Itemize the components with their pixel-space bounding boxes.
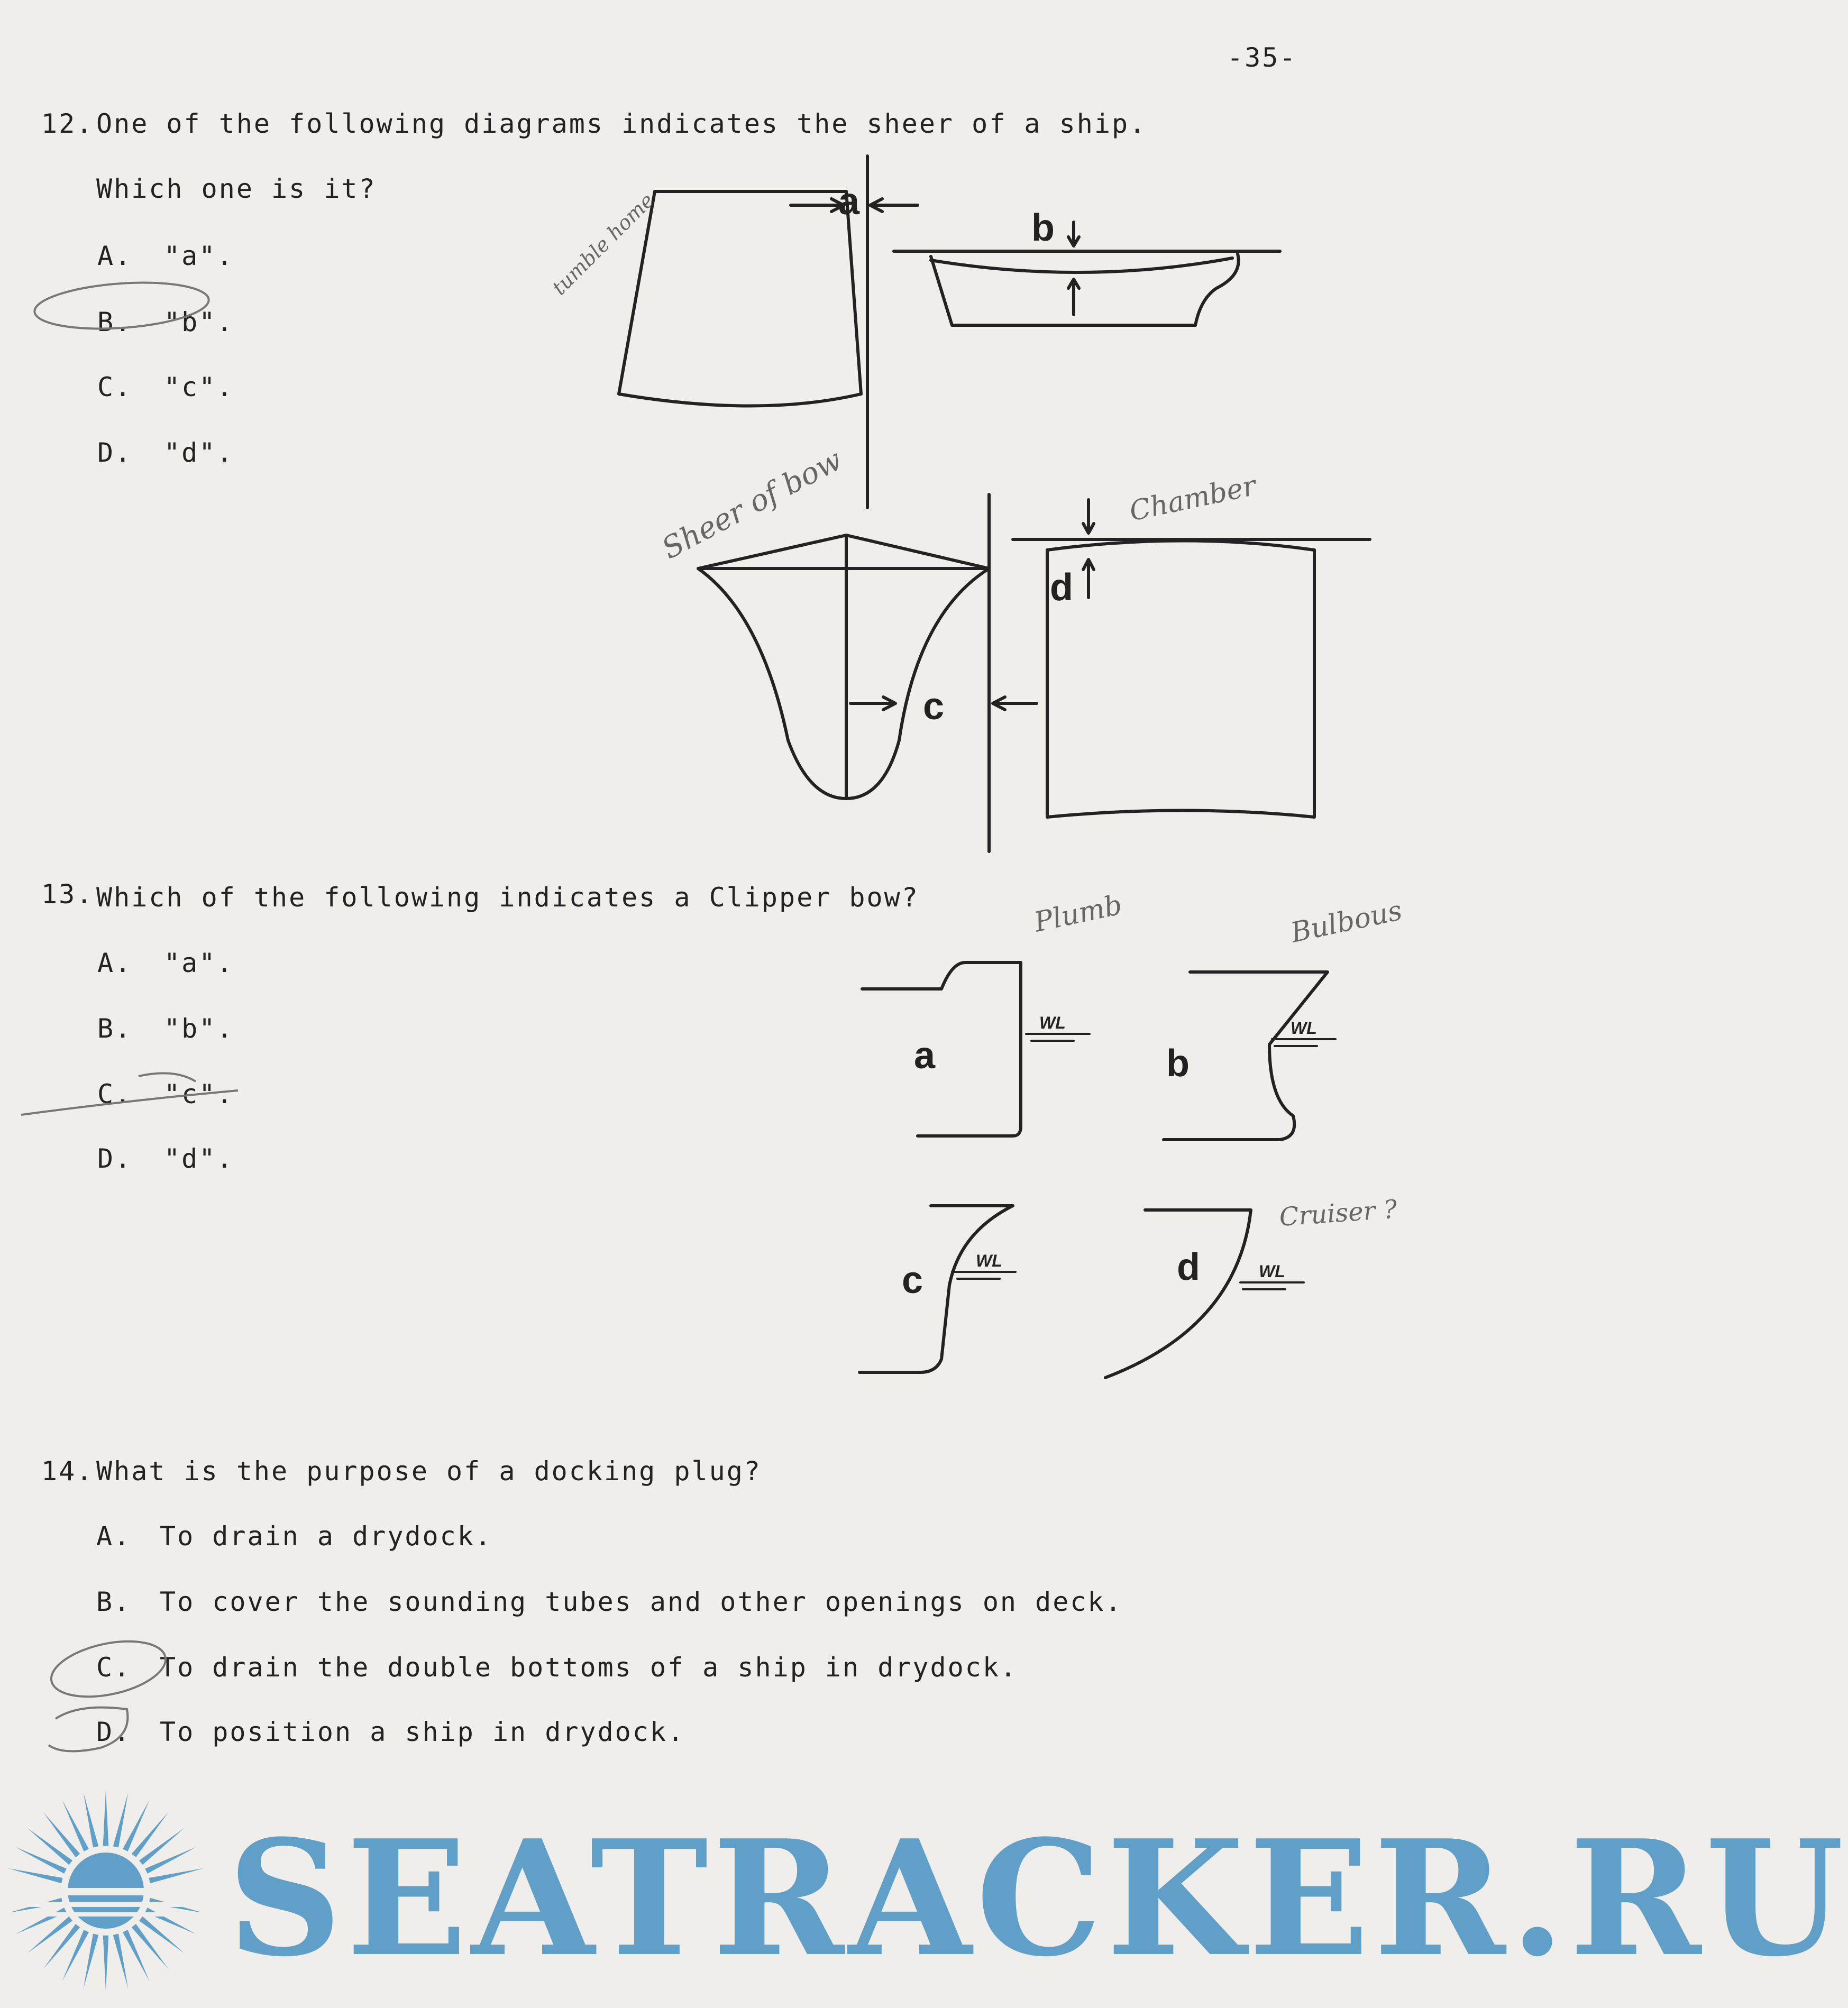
q12-option-b-text: "b".: [164, 307, 234, 337]
wl-label-a: WL: [1039, 1013, 1066, 1032]
q14-option-a-text: To drain a drydock.: [160, 1521, 492, 1552]
q13-option-a-text: "a".: [164, 948, 234, 978]
note-plumb: Plumb: [1031, 889, 1125, 939]
q14-answer-mark-d: [49, 1708, 127, 1752]
q13-answer-underline: [21, 1090, 238, 1115]
q12-option-d-letter: D.: [97, 437, 133, 468]
question-12-number: 12.: [41, 108, 94, 139]
q14-option-c-text: To drain the double bottoms of a ship in drydock.: [160, 1652, 1018, 1683]
sun-ray: [139, 1828, 184, 1865]
bow-a-plumb: [862, 962, 1021, 1136]
q12-option-c-text: "c".: [164, 372, 234, 402]
q13-option-c-text: "c".: [164, 1079, 234, 1110]
q12-option-b-letter: B.: [97, 307, 133, 337]
q13-option-d-letter: D.: [97, 1143, 133, 1174]
bow-c-clipper: [859, 1206, 1013, 1372]
q14-option-a-letter: A.: [96, 1521, 132, 1552]
question-14-text: What is the purpose of a docking plug?: [96, 1456, 762, 1487]
note-chamber: Chamber: [1127, 470, 1259, 528]
diagram-label-d: d: [1050, 566, 1073, 609]
sun-ray: [43, 1812, 80, 1857]
sun-ray: [84, 1793, 99, 1848]
q14-option-b-letter: B.: [96, 1587, 132, 1617]
sun-ray: [149, 1868, 204, 1884]
sun-ray: [43, 1924, 80, 1969]
page-number: -35-: [1227, 42, 1297, 73]
q12-option-d-text: "d".: [164, 437, 234, 468]
diagram-label-c: c: [923, 685, 945, 728]
diagram-label-a: a: [838, 180, 860, 223]
diagram-b-profile: [894, 222, 1280, 325]
sun-ray: [8, 1868, 63, 1884]
q13-option-d-text: "d".: [164, 1143, 234, 1174]
sun-ray: [27, 1828, 72, 1865]
bow-d-cruiser: [1105, 1210, 1251, 1378]
q13-option-b-letter: B.: [97, 1013, 133, 1044]
question-13-number: 13.: [41, 879, 94, 910]
waterline-marks: [952, 1034, 1335, 1289]
q14-answer-circle-c: [46, 1632, 170, 1706]
q13-option-a-letter: A.: [97, 948, 133, 978]
bow-label-c: c: [902, 1259, 923, 1301]
wl-label-d: WL: [1259, 1262, 1285, 1281]
question-14-number: 14.: [41, 1456, 94, 1487]
q12-option-a-text: "a".: [164, 241, 234, 271]
q14-option-d-text: To position a ship in drydock.: [160, 1717, 685, 1747]
question-12-text: One of the following diagrams indicates the sheer of a ship.: [96, 108, 1147, 139]
q14-option-d-letter: D.: [96, 1717, 132, 1747]
bow-label-d: d: [1177, 1246, 1200, 1288]
question-12-subtext: Which one is it?: [96, 173, 377, 204]
sun-ray: [103, 1790, 108, 1846]
sun-ray: [84, 1934, 99, 1989]
bow-label-a: a: [914, 1034, 936, 1077]
sun-ray: [103, 1936, 108, 1991]
q12-option-c-letter: C.: [97, 372, 133, 402]
note-cruiser: Cruiser ?: [1278, 1194, 1398, 1232]
q14-option-c-letter: C.: [96, 1652, 132, 1683]
wl-label-c: WL: [976, 1251, 1002, 1270]
sun-ray: [132, 1812, 169, 1857]
sun-ray: [132, 1924, 169, 1969]
wl-label-b: WL: [1291, 1019, 1317, 1038]
note-tumble-home: tumble home: [547, 188, 659, 300]
bow-label-b: b: [1166, 1042, 1190, 1085]
diagram-d-midship: [1013, 500, 1370, 817]
sun-ray: [113, 1793, 129, 1848]
question-13-text: Which of the following indicates a Clipper bow?: [96, 882, 919, 913]
diagram-a-section: [619, 156, 918, 508]
sun-ray: [27, 1917, 72, 1954]
q14-option-b-text: To cover the sounding tubes and other openings on deck.: [160, 1587, 1123, 1617]
note-sheer-of-bow: Sheer of bow: [656, 442, 848, 566]
q13-option-c-letter: C.: [97, 1079, 133, 1110]
q13-option-b-text: "b".: [164, 1013, 234, 1044]
sun-logo-icon: [0, 1790, 222, 1991]
q12-option-a-letter: A.: [97, 241, 133, 271]
note-bulbous: Bulbous: [1288, 894, 1405, 949]
watermark-text: SEATRACKER.RU: [227, 1805, 1848, 1992]
answer-marks: [21, 278, 238, 1752]
diagram-label-b: b: [1031, 207, 1055, 249]
q12-answer-circle: [33, 278, 210, 334]
sun-ray: [139, 1917, 184, 1954]
diagram-c-bow: [698, 494, 1037, 851]
sun-ray: [113, 1934, 129, 1989]
